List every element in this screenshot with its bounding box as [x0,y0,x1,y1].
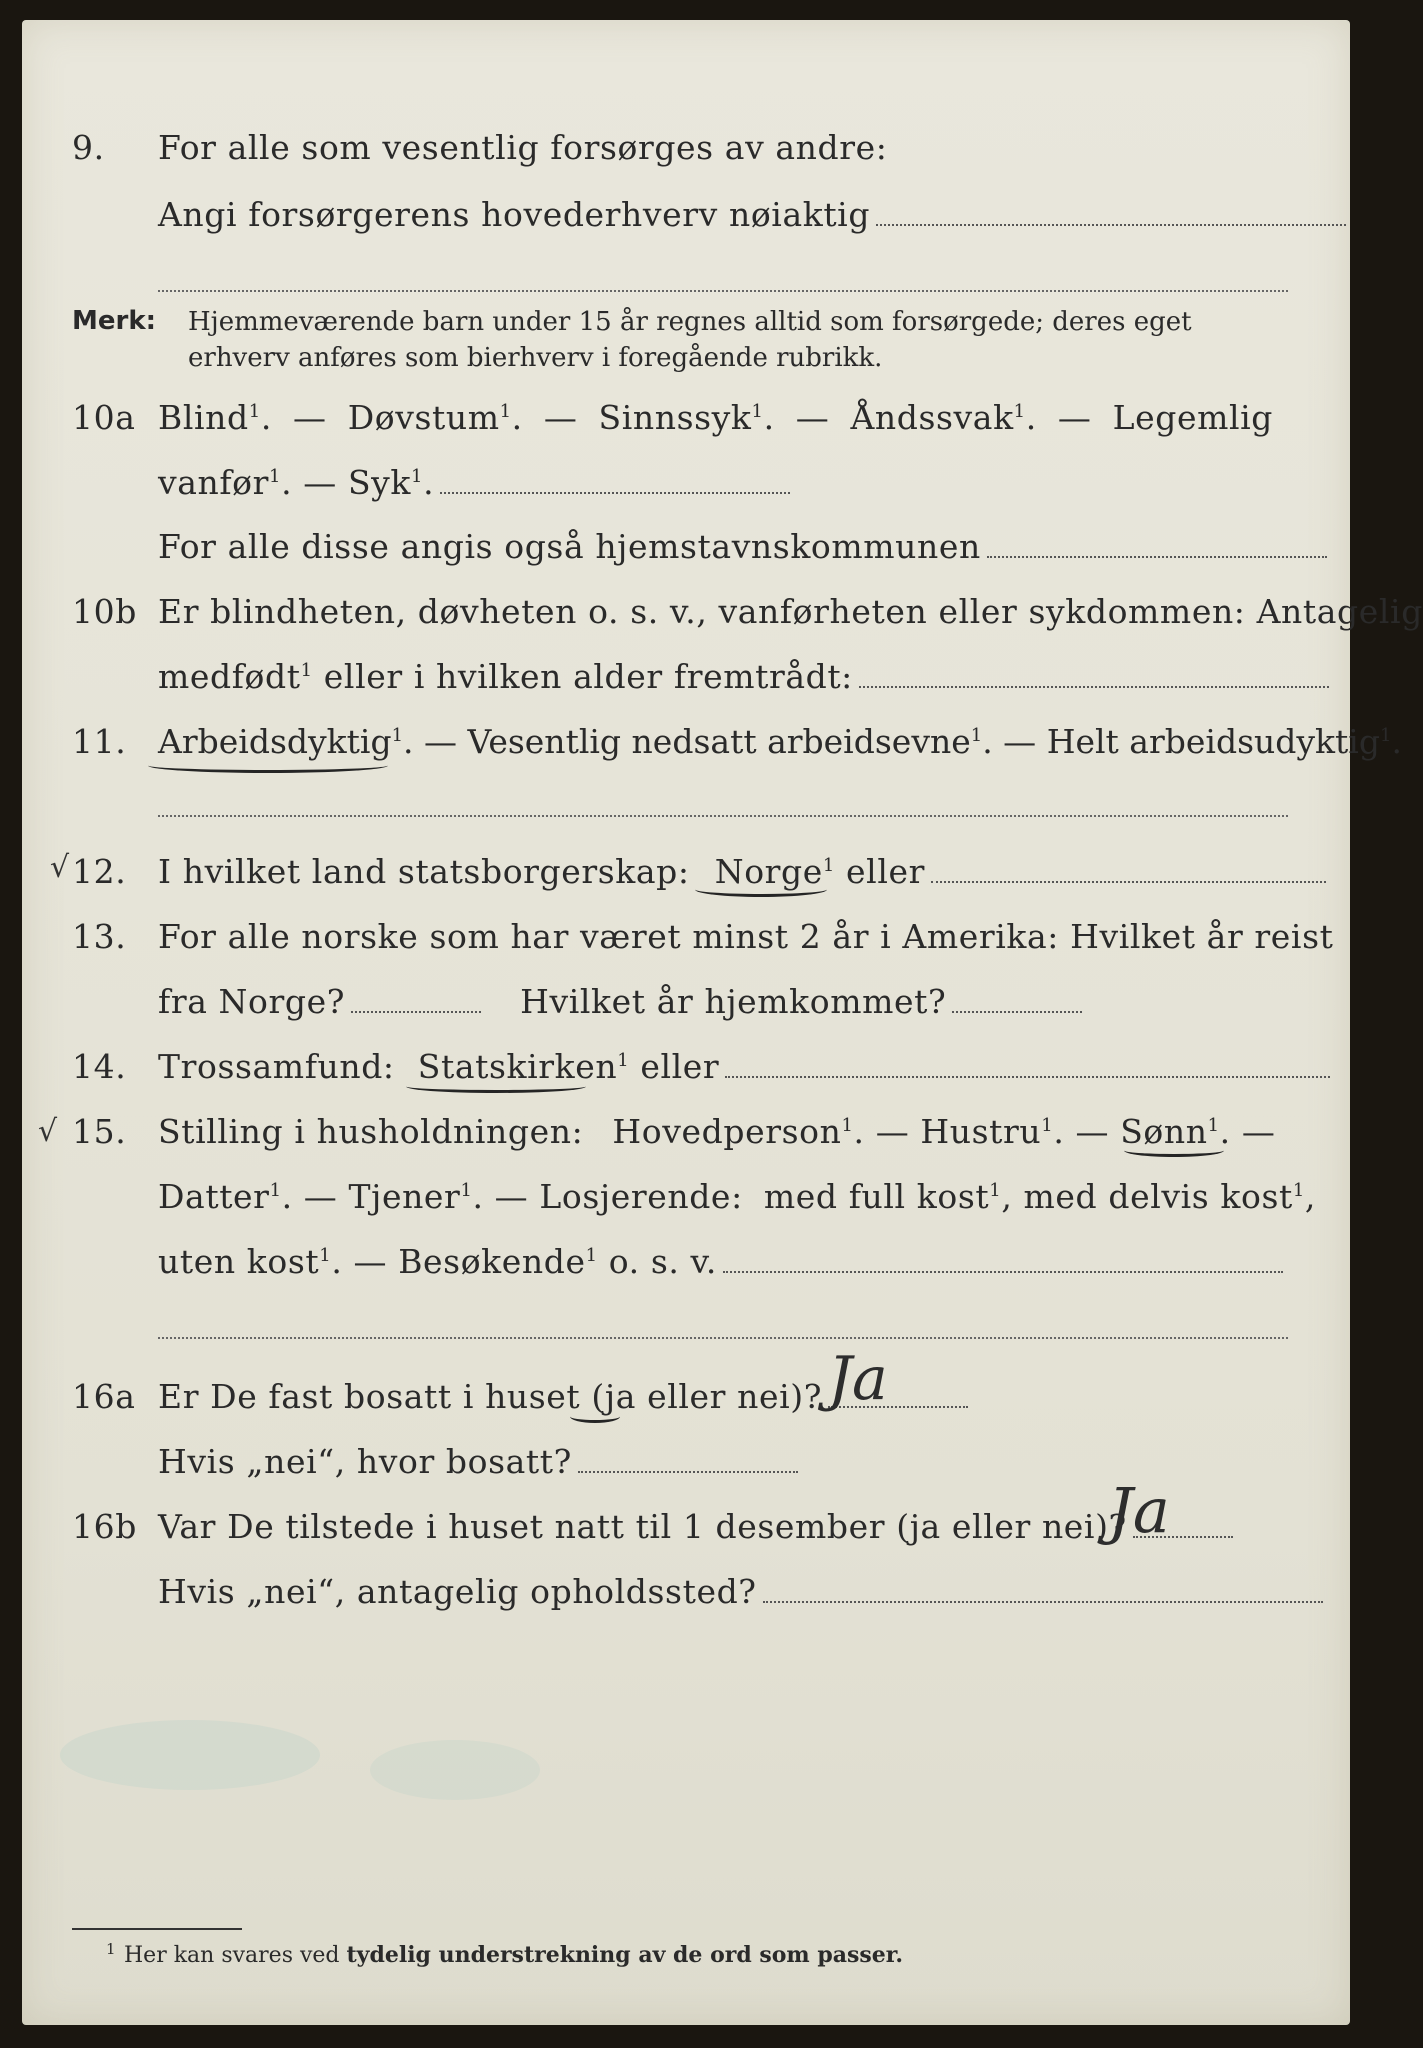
question-number: 16b [72,1507,137,1546]
question-16b-line2 [0,1572,1388,1632]
option-blind[interactable]: Blind [158,398,249,437]
option-sinnssyk[interactable]: Sinnssyk [598,398,752,437]
option-nedsatt-arbeidsevne[interactable]: Vesentlig nedsatt arbeidsevne [467,722,971,761]
question-13 [0,917,1388,977]
answer-line[interactable] [351,1009,481,1013]
question-16b [0,1507,1388,1567]
option-hovedperson[interactable]: Hovedperson [612,1112,842,1151]
question-number: 9. [72,128,105,167]
answer-line[interactable] [876,222,1346,226]
option-vanfor[interactable]: vanfør [158,463,270,502]
footnote-rule [72,1928,242,1930]
question-text: Hvis „nei“, hvor bosatt? [158,1442,572,1481]
answer-line[interactable] [952,1009,1082,1013]
question-number: 10b [72,592,137,631]
question-number: 10a [72,398,136,437]
ink-underline [695,882,827,897]
question-text: Er blindheten, døvheten o. s. v., vanførheten eller sykdommen: Antagelig [158,592,1423,631]
ink-underline [570,1410,620,1423]
option-arbeidsdyktig[interactable]: Arbeidsdyktig [158,722,392,761]
option-syk[interactable]: Syk [347,463,412,502]
question-10a-line3 [0,527,1388,587]
question-text: Hvilket år hjemkommet? [520,982,947,1021]
question-text: eller [640,1047,720,1086]
ink-smudge [60,1720,320,1790]
check-mark: √ [50,850,70,885]
question-11: 11. Arbeidsdyktig$^1$. — Vesentlig nedsatt arbeidsevne$^1$. — Helt arbeidsudyktig$^1$. [72,722,1402,761]
ink-underline [148,758,388,773]
question-15: 15. Stilling i husholdningen: Hovedperson$^1$. — Hustru$^1$. — Sønn$^1$. — [72,1112,1276,1151]
question-text: eller [846,852,925,891]
question-text: For alle som vesentlig forsørges av andre: [158,128,888,167]
option-medfodt[interactable]: medfødt [158,657,301,696]
option-datter[interactable]: Datter [158,1177,270,1216]
question-text: Angi forsørgerens hovederhverv nøiaktig [158,195,871,234]
question-number: 14. [72,1047,127,1086]
option-sonn[interactable]: Sønn [1120,1112,1208,1151]
question-16a-line2 [0,1442,1388,1502]
question-text: Trossamfund: [158,1047,395,1086]
option-delvis-kost[interactable]: med delvis kost [1023,1177,1293,1216]
question-number: 13. [72,917,127,956]
question-9 [0,128,1388,188]
question-text: Hvis „nei“, antagelig opholdssted? [158,1572,757,1611]
option-full-kost[interactable]: med full kost [763,1177,990,1216]
option-dovstum[interactable]: Døvstum [347,398,500,437]
merk-text: Hjemmeværende barn under 15 år regnes alltid som forsørgede; deres eget erhverv anføres som bierhverv i foregående rubrikk. [188,307,1192,373]
question-15-line2: Datter$^1$. — Tjener$^1$. — Losjerende: med full kost$^1$, med delvis kost$^1$, [158,1177,1316,1216]
ink-smudge [370,1740,540,1800]
option-norge[interactable]: Norge [714,852,823,891]
option-andssvak[interactable]: Åndssvak [850,398,1014,437]
option-statskirken[interactable]: Statskirken [417,1047,618,1086]
question-9-line2 [0,195,1388,255]
question-12: 12. I hvilket land statsborgerskap: Norge$^1$ eller [0,852,1388,912]
option-besokende[interactable]: Besøkende [398,1242,586,1281]
question-number: 16a [72,1377,136,1416]
question-text: Er De fast bosatt i huset ( [158,1377,605,1416]
question-10b-line2: medfødt$^1$ eller i hvilken alder fremtrådt: [0,657,1388,717]
option-ja[interactable]: ja [604,1377,636,1416]
question-text: I hvilket land statsborgerskap: [158,852,690,891]
answer-line[interactable] [723,1269,1283,1273]
handwritten-answer: Ja [1108,1474,1170,1547]
option-losjerende[interactable]: Losjerende: [539,1177,743,1216]
answer-line[interactable] [725,1074,1330,1078]
question-number: 11. [72,722,127,761]
check-mark: √ [38,1114,58,1149]
question-10a-line2: vanfør$^1$. — Syk$^1$. [0,463,1388,523]
question-text: fra Norge? [158,982,346,1021]
question-number: 12. [72,852,127,891]
handwritten-answer: Ja [828,1344,888,1414]
answer-line[interactable] [987,554,1327,558]
footnote: 1 Her kan svares ved tydelig understrekning av de ord som passer. [106,1940,904,1968]
answer-line[interactable] [158,815,1288,817]
question-14: 14. Trossamfund: Statskirken$^1$ eller [0,1047,1388,1107]
answer-line[interactable] [931,879,1326,883]
answer-line[interactable] [158,1337,1288,1339]
question-text: Stilling i husholdningen: [158,1112,584,1151]
question-number: 15. [72,1112,127,1151]
option-uten-kost[interactable]: uten kost [158,1242,320,1281]
answer-line[interactable] [763,1599,1323,1603]
answer-line[interactable] [440,490,790,494]
option-hustru[interactable]: Hustru [920,1112,1042,1151]
option-legemlig[interactable]: Legemlig [1112,398,1274,437]
answer-line[interactable] [158,290,1288,292]
question-text: For alle disse angis også hjemstavnskommunen [158,527,981,566]
question-text: eller i hvilken alder fremtrådt: [323,657,853,696]
answer-line[interactable] [859,684,1329,688]
ink-underline [1124,1144,1224,1157]
question-text: Var De tilstede i huset natt til 1 desember (ja eller nei)? [158,1507,1127,1546]
merk-label: Merk: [72,306,157,336]
answer-line[interactable] [578,1469,798,1473]
question-16a [0,1377,1388,1437]
option-arbeidsudyktig[interactable]: Helt arbeidsudyktig [1046,722,1380,761]
question-text: eller nei)? [635,1377,823,1416]
question-13-line2 [0,982,1388,1042]
question-10b [0,592,1423,652]
question-10a: 10a Blind$^1$. — Døvstum$^1$. — Sinnssyk$^1$. — Åndssvak$^1$. — Legemlig [72,398,1274,437]
ink-underline [406,1080,586,1093]
question-15-line3: uten kost$^1$. — Besøkende$^1$ o. s. v. [0,1242,1388,1302]
question-text: For alle norske som har været minst 2 år i Amerika: Hvilket år reist [158,917,1334,956]
option-tjener[interactable]: Tjener [348,1177,461,1216]
question-text: o. s. v. [608,1242,717,1281]
